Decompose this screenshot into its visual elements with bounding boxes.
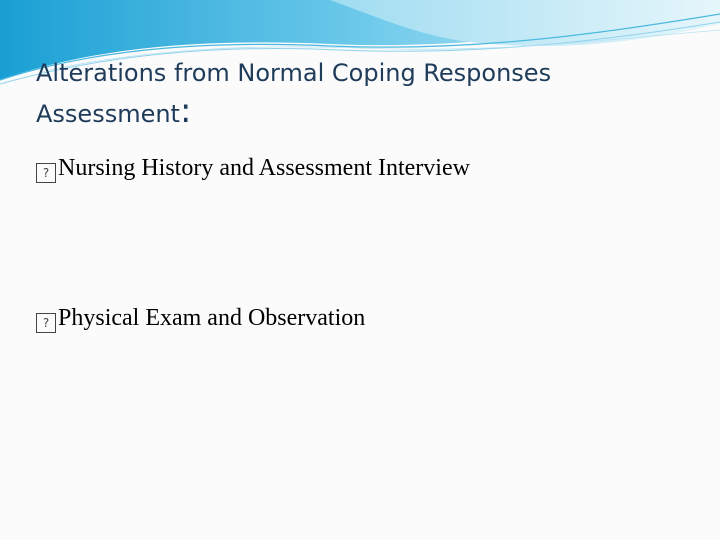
- title-line-1: Alterations from Normal Coping Responses: [36, 59, 552, 87]
- bullet-item: [36, 155, 470, 183]
- bullet-text: Nursing History and Assessment Interview: [58, 155, 470, 181]
- title-line-2: Assessment: [36, 100, 180, 128]
- bullet-text: Physical Exam and Observation: [58, 305, 366, 331]
- title-colon: :: [179, 91, 192, 131]
- bullet-item: [36, 305, 365, 333]
- bullet-marker-icon: ?: [36, 313, 56, 333]
- slide-title: [36, 54, 551, 133]
- bullet-marker-icon: ?: [36, 163, 56, 183]
